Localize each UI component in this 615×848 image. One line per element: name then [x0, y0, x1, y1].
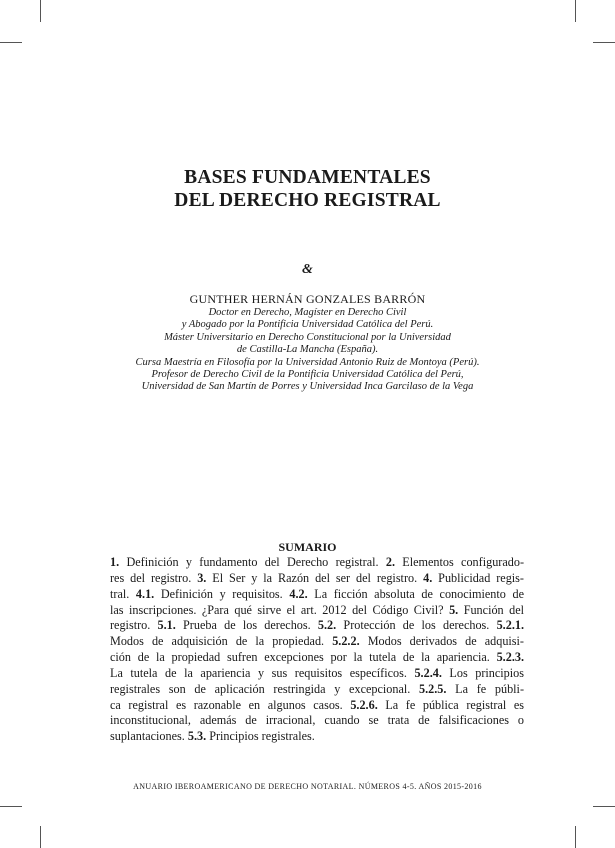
summary-text: Función del	[458, 602, 524, 617]
summary-line	[110, 587, 524, 603]
crop-mark-bottom-left	[40, 826, 41, 848]
affiliation-line: Profesor de Derecho Civil de la Pontificia Universidad Católica del Perú,	[151, 369, 464, 381]
section-number: 5.	[449, 602, 459, 617]
summary-line	[110, 618, 524, 634]
section-number: 5.2.6.	[350, 697, 378, 712]
summary-text: tral.	[110, 586, 136, 601]
summary-text: El Ser y la Razón del ser del registro.	[206, 570, 424, 585]
summary-text: Los principios	[441, 665, 524, 680]
affiliation-line: y Abogado por la Pontificia Universidad Católica del Perú.	[181, 319, 434, 331]
summary-text: Definición y fundamento del Derecho registral.	[119, 555, 386, 569]
summary-line	[110, 603, 524, 619]
summary-text: res del registro.	[110, 570, 198, 585]
section-number: 4.2.	[289, 586, 308, 601]
document-title	[0, 166, 615, 212]
crop-mark-top-right	[575, 0, 576, 22]
affiliation-line: Máster Universitario en Derecho Constitucional por la Universidad	[164, 331, 451, 343]
affiliation-line: de Castilla-La Mancha (España).	[236, 344, 379, 356]
summary-text: registrales son de aplicación restringida y excepcional.	[110, 681, 420, 696]
summary-text: Definición y requisitos.	[154, 586, 290, 601]
section-number: 5.2.1.	[496, 618, 524, 633]
summary-body	[110, 555, 524, 745]
summary-text: las inscripciones. ¿Para qué sirve el art. 2012 del Código Civil?	[110, 602, 450, 617]
crop-mark-top-right-h	[593, 42, 615, 43]
author-name: GUNTHER HERNÁN GONZALES BARRÓN	[189, 292, 426, 306]
section-number: 5.2.2.	[332, 634, 360, 649]
summary-line	[110, 634, 524, 650]
crop-mark-bottom-left-h	[0, 806, 22, 807]
summary-text: ca registral es razonable en algunos casos.	[110, 697, 351, 712]
section-number: 5.2.3.	[496, 650, 524, 665]
affiliation-line: Cursa Maestría en Filosofía por la Universidad Antonio Ruiz de Montoya (Perú).	[135, 356, 480, 368]
summary-line	[110, 666, 524, 682]
affiliation-line: Universidad de San Martín de Porres y Universidad Inca Garcilaso de la Vega	[141, 381, 474, 393]
summary-text: La fe pública registral es	[377, 697, 524, 712]
summary-text: La ficción absoluta de conocimiento de	[307, 586, 524, 601]
summary-line	[110, 698, 524, 714]
summary-text: Modos de adquisición de la propiedad.	[110, 634, 333, 649]
summary-text: suplantaciones.	[110, 729, 188, 744]
crop-mark-bottom-right	[575, 826, 576, 848]
crop-mark-top-left	[40, 0, 41, 22]
crop-mark-top-left-h	[0, 42, 22, 43]
section-number: 4.	[423, 570, 433, 585]
section-number: 5.2.	[317, 618, 337, 633]
summary-line	[110, 729, 524, 745]
title-line-1: BASES FUNDAMENTALES	[184, 167, 431, 188]
summary-line	[110, 713, 524, 729]
summary-heading: SUMARIO	[278, 540, 337, 554]
summary-text: La tutela de la apariencia y sus requisitos específicos.	[110, 665, 415, 680]
summary-text: Elementos configurado-	[395, 555, 524, 569]
section-number: 2.	[385, 555, 395, 569]
ampersand-ornament: &	[302, 262, 313, 277]
summary-text: Publicidad regis-	[432, 570, 524, 585]
summary-text: La fe públi-	[446, 681, 524, 696]
section-number: 5.1.	[157, 618, 176, 633]
section-number: 5.2.4.	[414, 665, 442, 680]
crop-mark-bottom-right-h	[593, 806, 615, 807]
section-number: 4.1.	[135, 586, 155, 601]
summary-text: Principios registrales.	[206, 729, 315, 744]
summary-line	[110, 571, 524, 587]
summary-text: Prueba de los derechos.	[175, 618, 318, 633]
summary-text: registro.	[110, 618, 158, 633]
section-number: 5.3.	[187, 729, 207, 744]
summary-text: Modos derivados de adquisi-	[359, 634, 524, 649]
author-affiliation	[0, 307, 615, 394]
section-number: 5.2.5.	[419, 681, 447, 696]
summary-line	[110, 555, 524, 571]
summary-text: ción de la propiedad sufren excepciones por la tutela de la apariencia.	[110, 650, 497, 665]
summary-line	[110, 682, 524, 698]
affiliation-line: Doctor en Derecho, Magíster en Derecho Civil	[208, 307, 407, 318]
section-number: 3.	[197, 570, 207, 585]
summary-text: Protección de los derechos.	[336, 618, 497, 633]
summary-text: inconstitucional, además de irracional, cuando se trata de falsificaciones o	[110, 713, 524, 728]
page-footer: ANUARIO IBEROAMERICANO DE DERECHO NOTARIAL. NÚMEROS 4-5. AÑOS 2015-2016	[133, 782, 482, 791]
section-number: 1.	[110, 555, 120, 569]
title-line-2: DEL DERECHO REGISTRAL	[174, 190, 441, 211]
summary-line	[110, 650, 524, 666]
